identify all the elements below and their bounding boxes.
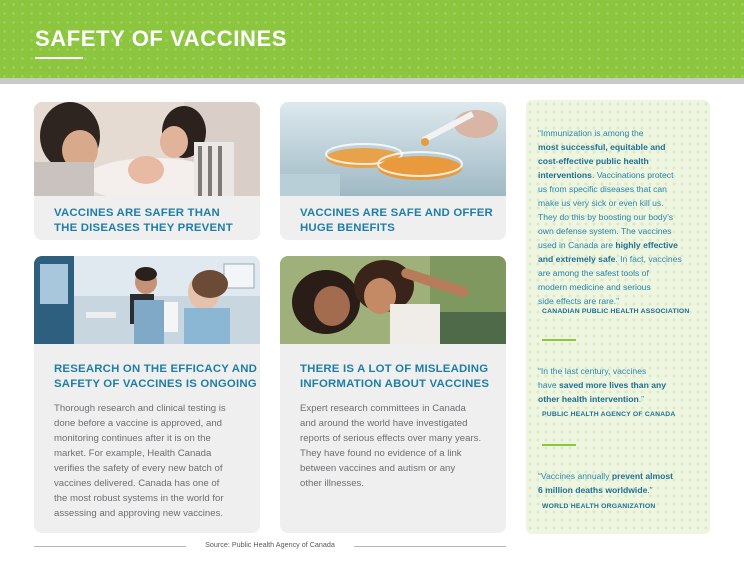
- quote-source: WORLD HEALTH ORGANIZATION: [542, 503, 656, 510]
- quote-line: [538, 126, 700, 140]
- quote-source: PUBLIC HEALTH AGENCY OF CANADA: [542, 411, 676, 418]
- quote-emphasis: prevent almost: [611, 471, 674, 481]
- quote-line: [538, 266, 700, 280]
- quote-run: used in Canada are: [538, 240, 616, 250]
- card-misleading-information: [280, 256, 506, 533]
- quotes-sidebar: [526, 100, 710, 534]
- lab-researchers-photo: [34, 256, 260, 344]
- quote-run: are among the safest tools of: [538, 268, 649, 278]
- card-body-text: Thorough research and clinical testing is done before a vaccine is approved, and monitoring continues after it is on the market. For example, Health Canada verifies the safety of every new batch of vaccines delivered. Canada has one of the most robust systems in the world for assessing and approving new vaccines.: [54, 403, 226, 519]
- quote-run: “Vaccines annually: [538, 471, 612, 481]
- header-banner: [0, 0, 744, 78]
- quote-line: [538, 364, 700, 378]
- quote-line: [538, 196, 700, 210]
- quote-run: own defense system. The vaccines: [538, 226, 672, 236]
- quote-run: They do this by boosting our body’s: [538, 212, 674, 222]
- family-hugging-photo: [280, 256, 506, 344]
- quote-line: [538, 294, 700, 308]
- quote-text: [538, 364, 700, 406]
- card-heading: VACCINES ARE SAFE AND OFFER HUGE BENEFITS: [300, 207, 493, 234]
- quote-run: us from specific diseases that can: [538, 184, 667, 194]
- quote-emphasis: interventions: [538, 170, 592, 180]
- petri-dishes-photo: [280, 102, 506, 196]
- footer-rule-right: [354, 546, 506, 547]
- quote-emphasis: other health intervention: [538, 394, 639, 404]
- quote-run: modern medicine and serious: [538, 282, 651, 292]
- quote-run: have: [538, 380, 560, 390]
- card-heading: THERE IS A LOT OF MISLEADING INFORMATION ABOUT VACCINES: [300, 363, 490, 390]
- card-heading: RESEARCH ON THE EFFICACY AND SAFETY OF VACCINES IS ONGOING: [54, 363, 258, 390]
- title-underline: [35, 57, 83, 59]
- quote-line: [538, 238, 700, 252]
- quote-line: [538, 224, 700, 238]
- card-research-ongoing: [34, 256, 260, 533]
- quote-emphasis: cost-effective public health: [538, 156, 649, 166]
- quote-line: [538, 154, 700, 168]
- quote-run: “Immunization is among the: [538, 128, 644, 138]
- quote-line: [538, 182, 700, 196]
- card-safer-than-diseases: [34, 102, 260, 240]
- quote-emphasis: saved more lives than any: [559, 380, 667, 390]
- quote-run: .”: [638, 394, 644, 404]
- source-note: Source: Public Health Agency of Canada: [205, 540, 335, 549]
- card-heading: VACCINES ARE SAFER THAN THE DISEASES THEY PREVENT: [54, 207, 233, 234]
- quote-emphasis: most successful, equitable and: [538, 142, 666, 152]
- footer-rule-left: [34, 546, 186, 547]
- quote-line: [538, 378, 700, 392]
- quote-emphasis: 6 million deaths worldwide: [538, 485, 648, 495]
- quote-line: [538, 483, 700, 497]
- quote-divider: [542, 339, 576, 341]
- quote-run: . Vaccinations protect: [591, 170, 674, 180]
- quote-emphasis: and extremely safe: [538, 254, 616, 264]
- quote-text: [538, 126, 700, 308]
- quote-line: [538, 280, 700, 294]
- quote-line: [538, 469, 700, 483]
- quote-line: [538, 392, 700, 406]
- quote-run: side effects are rare.”: [538, 296, 620, 306]
- header-divider: [0, 78, 744, 84]
- card-safe-and-beneficial: [280, 102, 506, 240]
- quote-emphasis: highly effective: [615, 240, 678, 250]
- quote-line: [538, 210, 700, 224]
- quote-run: .”: [647, 485, 653, 495]
- card-body-text: Expert research committees in Canada and around the world have investigated reports of serious effects over many years. They have found no evidence of a link between vaccines and autism or any other illnesses.: [300, 403, 482, 489]
- quote-run: make us very sick or even kill us.: [538, 198, 664, 208]
- quote-run: . In fact, vaccines: [615, 254, 682, 264]
- quote-line: [538, 252, 700, 266]
- quote-text: [538, 469, 700, 497]
- page-title: SAFETY OF VACCINES: [35, 26, 288, 51]
- quote-source: CANADIAN PUBLIC HEALTH ASSOCIATION: [542, 308, 690, 315]
- mother-and-child-photo: [34, 102, 260, 196]
- quote-line: [538, 168, 700, 182]
- quote-run: “In the last century, vaccines: [538, 366, 647, 376]
- quote-line: [538, 140, 700, 154]
- quote-divider: [542, 444, 576, 446]
